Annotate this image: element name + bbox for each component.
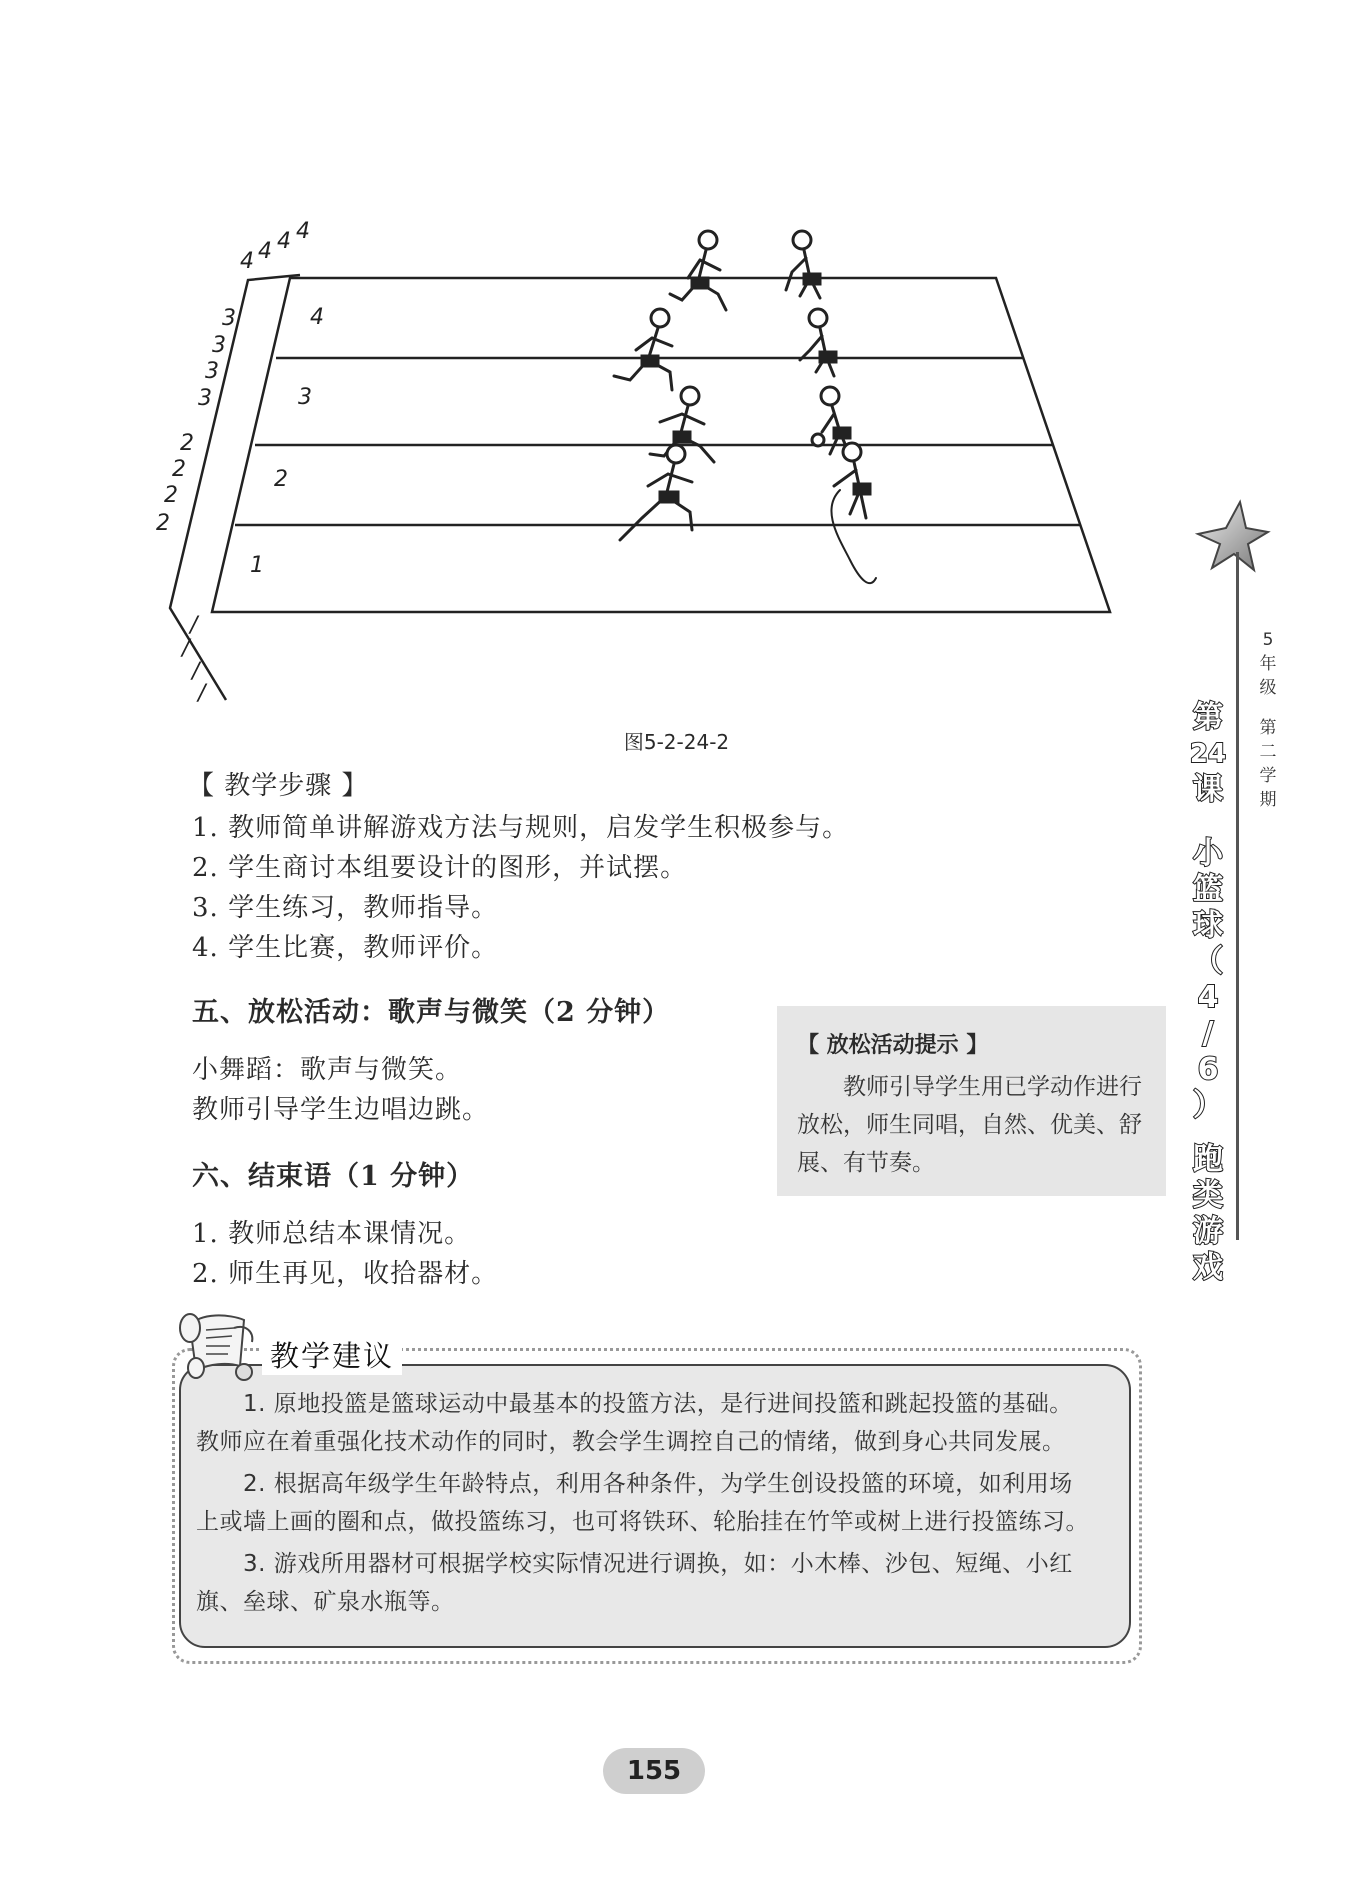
- svg-text:2: 2: [164, 483, 178, 508]
- suggestion-line: 教师应在着重强化技术动作的同时，教会学生调控自己的情绪，做到身心共同发展。: [196, 1429, 1066, 1455]
- sidebar-line: [1236, 552, 1239, 1240]
- svg-text:/: /: [182, 636, 190, 661]
- svg-text:3: 3: [212, 333, 226, 358]
- svg-text:4: 4: [277, 229, 291, 254]
- suggestion-line: 3. 游戏所用器材可根据学校实际情况进行调换，如：小木棒、沙包、短绳、小红: [196, 1551, 1073, 1577]
- steps-heading: 【 教学步骤 】: [188, 771, 369, 801]
- runner-lane-3: [614, 309, 672, 390]
- svg-text:2: 2: [172, 457, 186, 482]
- svg-text:4: 4: [240, 249, 254, 274]
- lane-number-2: 2: [274, 467, 288, 492]
- step-item: 2. 学生商讨本组要设计的图形，并试摆。: [192, 853, 688, 883]
- relax-tip-text: 教师引导学生用已学动作进行放松，师生同唱，自然、优美、舒展、有节奏。: [797, 1074, 1142, 1176]
- svg-text:2: 2: [156, 511, 170, 536]
- relax-tip-title: 【 放松活动提示 】: [797, 1033, 989, 1058]
- section-5-line: 小舞蹈：歌声与微笑。: [192, 1055, 463, 1085]
- section-5-line: 教师引导学生边唱边跳。: [192, 1095, 490, 1125]
- queue-group-2: [156, 431, 194, 536]
- queue-group-1: [180, 613, 208, 706]
- section-5-heading: 五、放松活动：歌声与微笑（2 分钟）: [192, 997, 671, 1028]
- svg-text:4: 4: [258, 239, 272, 264]
- step-item: 4. 学生比赛，教师评价。: [192, 933, 499, 963]
- runner-lane-4: [670, 231, 726, 310]
- relax-tip-box: [777, 1006, 1166, 1196]
- suggestion-line: 2. 根据高年级学生年龄特点，利用各种条件，为学生创设投篮的环境，如利用场: [196, 1471, 1073, 1497]
- receiver-lane-1: [831, 443, 876, 583]
- suggestion-line: 上或墙上画的圈和点，做投篮练习，也可将铁环、轮胎挂在竹竿或树上进行投篮练习。: [196, 1509, 1089, 1535]
- step-item: 3. 学生练习，教师指导。: [192, 893, 499, 923]
- scroll-icon: [170, 1306, 260, 1388]
- section-6-line: 1. 教师总结本课情况。: [192, 1219, 472, 1249]
- svg-text:/: /: [192, 659, 200, 684]
- svg-text:/: /: [198, 681, 206, 706]
- page-number: 155: [603, 1748, 705, 1794]
- svg-text:/: /: [190, 613, 198, 638]
- lesson-title-vertical: 第 24 课 小 篮 球 （ 4 / 6 ） 跑 类 游 戏: [1189, 700, 1227, 1285]
- suggestion-title: 教学建议: [262, 1334, 402, 1375]
- field-diagram: [156, 200, 1130, 720]
- figure-caption: 图5-2-24-2: [623, 730, 730, 754]
- star-icon: [1188, 498, 1268, 574]
- suggestion-line: 1. 原地投篮是篮球运动中最基本的投篮方法，是行进间投篮和跳起投篮的基础。: [196, 1391, 1073, 1417]
- svg-text:3: 3: [222, 306, 236, 331]
- lane-number-4: 4: [310, 305, 324, 330]
- suggestion-line: 旗、垒球、矿泉水瓶等。: [196, 1589, 455, 1615]
- svg-text:2: 2: [180, 431, 194, 456]
- grade-label: 5 年 级 第 二 学 期: [1259, 630, 1277, 810]
- svg-text:3: 3: [198, 386, 212, 411]
- section-6-line: 2. 师生再见，收拾器材。: [192, 1259, 499, 1289]
- svg-text:3: 3: [205, 359, 219, 384]
- lane-number-3: 3: [298, 385, 312, 410]
- step-item: 1. 教师简单讲解游戏方法与规则，启发学生积极参与。: [192, 813, 850, 843]
- receiver-lane-3: [800, 309, 836, 376]
- lane-number-1: 1: [250, 553, 264, 578]
- receiver-lane-4: [786, 231, 820, 298]
- queue-group-4: [240, 219, 310, 274]
- section-6-heading: 六、结束语（1 分钟）: [192, 1161, 475, 1192]
- svg-text:4: 4: [296, 219, 310, 244]
